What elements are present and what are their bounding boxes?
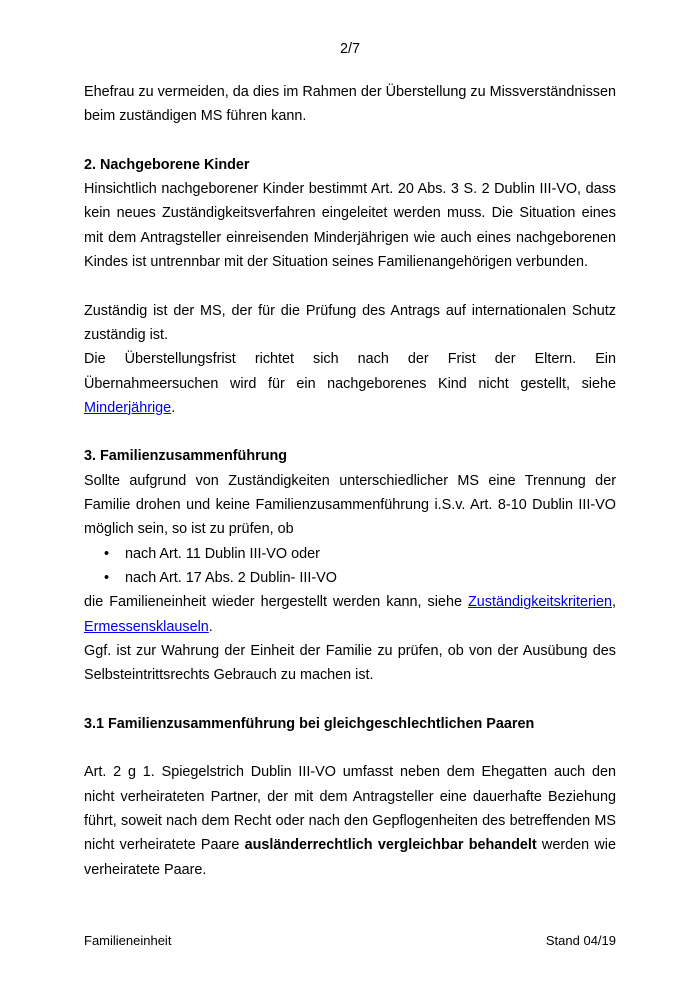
spacer — [84, 274, 616, 298]
emphasis-text: ausländerrechtlich vergleichbar behandelt — [244, 837, 537, 854]
link-zustaendigkeitskriterien[interactable]: Zuständigkeitskriterien — [468, 594, 612, 611]
punctuation: . — [208, 618, 213, 635]
section-3-1-paragraph-end: werden wie verheiratete Paare. — [84, 837, 616, 878]
bullet-list — [84, 542, 616, 591]
section-2-paragraph-3 — [84, 347, 616, 420]
bullet-icon: • — [104, 569, 110, 586]
section-3-1-heading: 3.1 Familienzusammenführung bei gleichgeschlechtlichen Paaren — [84, 715, 535, 732]
section-3-paragraph-2 — [84, 590, 616, 639]
punctuation: . — [171, 399, 176, 416]
link-ermessensklauseln[interactable]: Ermessensklauseln — [84, 618, 209, 635]
section-2-paragraph-3-text: Die Überstellungsfrist richtet sich nach der Frist der Eltern. Ein Übernahmeersuchen wird für ein nachgeborenes Kind nicht gestellt, siehe — [84, 351, 616, 392]
page-number: 2/7 — [339, 41, 360, 57]
list-item-text: nach Art. 17 Abs. 2 Dublin- III-VO — [125, 569, 337, 586]
section-3-1-paragraph-text: Art. 2 g 1. Spiegelstrich Dublin III-VO umfasst neben dem Ehegatten auch den nicht verheirateten Partner, der mit dem Antragsteller eine dauerhafte Beziehung führt, soweit nach dem Recht oder nach den Gepflogenheiten des betreffenden MS nicht verheiratete Paare — [84, 764, 616, 854]
section-3-heading: 3. Familienzusammenführung — [84, 448, 288, 465]
list-item — [84, 566, 616, 590]
spacer — [84, 736, 616, 760]
section-3-paragraph-2-text: die Familieneinheit wieder hergestellt werden kann, siehe — [84, 594, 469, 611]
bullet-icon: • — [104, 545, 110, 562]
section-3-1-paragraph — [84, 760, 616, 881]
footer-title: Familieneinheit — [84, 933, 172, 948]
section-2-paragraph-1: Hinsichtlich nachgeborener Kinder bestimmt Art. 20 Abs. 3 S. 2 Dublin III-VO, dass kein neues Zuständigkeitsverfahren eingeleitet werden muss. Die Situation eines mit dem Antragsteller einreisenden Minderjährigen wie auch eines nachgeborenen Kindes ist untrennbar mit der Situation seines Familienangehörigen verbunden. — [84, 181, 616, 271]
section-3-paragraph-1: Sollte aufgrund von Zuständigkeiten unterschiedlicher MS eine Trennung der Familie drohen und keine Familienzusammenführung i.S.v. Art. 8-10 Dublin III-VO möglich sein, so ist zu prüfen, ob — [84, 472, 616, 538]
punctuation: , — [612, 594, 616, 611]
spacer — [84, 129, 616, 153]
section-2-paragraph-2: Zuständig ist der MS, der für die Prüfung des Antrags auf internationalen Schutz zuständig ist. — [84, 302, 616, 343]
intro-paragraph: Ehefrau zu vermeiden, da dies im Rahmen der Überstellung zu Missverständnissen beim zuständigen MS führen kann. — [84, 84, 616, 125]
list-item — [84, 542, 616, 566]
section-2-heading: 2. Nachgeborene Kinder — [84, 156, 250, 173]
footer-date: Stand 04/19 — [545, 933, 616, 948]
link-minderjaehrige[interactable]: Minderjährige — [84, 399, 172, 416]
spacer — [84, 687, 616, 711]
list-item-text: nach Art. 11 Dublin III-VO oder — [125, 545, 320, 562]
section-3-paragraph-3: Ggf. ist zur Wahrung der Einheit der Familie zu prüfen, ob von der Ausübung des Selbsteintrittsrechts Gebrauch zu machen ist. — [84, 642, 616, 684]
document-body — [84, 80, 616, 882]
spacer — [84, 420, 616, 444]
